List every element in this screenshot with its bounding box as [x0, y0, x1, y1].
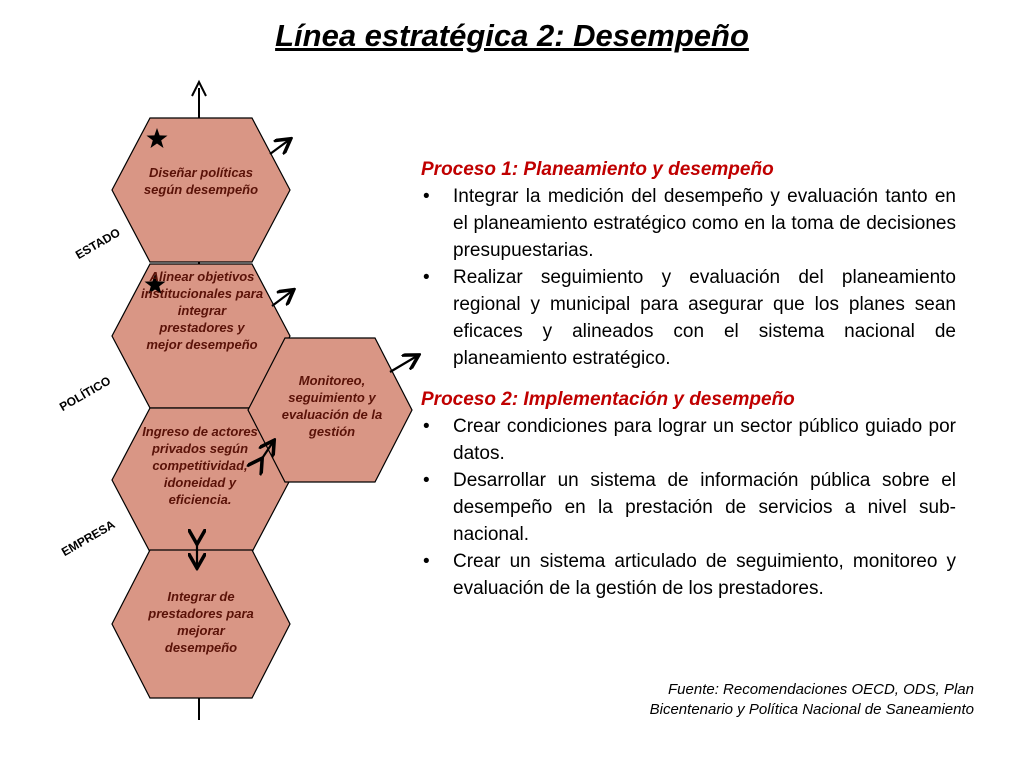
- bullet-icon: •: [423, 416, 430, 437]
- source-line-1: Fuente: Recomendaciones OECD, ODS, Plan: [668, 681, 974, 698]
- hexagon-label-disenar: Diseñar políticas según desempeño: [143, 165, 259, 197]
- source-note: [650, 680, 974, 720]
- arrow-icon: [272, 291, 292, 306]
- side-label-politico: POLÍTICO: [57, 373, 114, 414]
- hexagon-label-integrar: Integrar de prestadores para mejorar desempeño: [148, 589, 254, 655]
- list-item-text: Crear un sistema articulado de seguimiento, monitoreo y evaluación de la gestión de los prestadores.: [453, 551, 956, 599]
- hexagon-label-monitoreo: Monitoreo, seguimiento y evaluación de la gestión: [281, 373, 383, 439]
- list-item: [421, 467, 956, 548]
- bullet-icon: •: [423, 186, 430, 207]
- list-item: [421, 548, 956, 602]
- hexagon-label-ingreso: Ingreso de actores privados según competitividad, idoneidad y eficiencia.: [142, 424, 258, 507]
- page-title: Línea estratégica 2: Desempeño: [275, 18, 749, 53]
- side-label-empresa: EMPRESA: [59, 517, 118, 559]
- list-item: [421, 413, 956, 467]
- process1-title: Proceso 1: Planeamiento y desempeño: [421, 159, 774, 180]
- list-item-text: Realizar seguimiento y evaluación del planeamiento regional y municipal para asegurar que los planes sean eficaces y alineados con el sistema nacional de planeamiento estratégico.: [453, 267, 956, 369]
- source-line-2: Bicentenario y Política Nacional de Saneamiento: [649, 701, 974, 718]
- hexagon-label-alinear: Alinear objetivos institucionales para integrar prestadores y mejor desempeño: [140, 269, 264, 352]
- process2-list: [421, 413, 956, 602]
- process2-title: Proceso 2: Implementación y desempeño: [421, 389, 795, 410]
- process1-list: [421, 183, 956, 372]
- list-item-text: Desarrollar un sistema de información pública sobre el desempeño en la prestación de servicios a nivel sub-nacional.: [453, 470, 956, 545]
- list-item: [421, 183, 956, 264]
- bullet-icon: •: [423, 470, 430, 491]
- arrow-icon: [390, 356, 417, 372]
- bullet-icon: •: [423, 551, 430, 572]
- bullet-icon: •: [423, 267, 430, 288]
- list-item: [421, 264, 956, 372]
- process-panel: [421, 156, 956, 602]
- list-item-text: Crear condiciones para lograr un sector público guiado por datos.: [453, 416, 956, 464]
- arrow-icon: [270, 140, 289, 154]
- list-item-text: Integrar la medición del desempeño y evaluación tanto en el planeamiento estratégico como en la toma de decisiones presupuestarias.: [453, 186, 956, 261]
- side-label-estado: ESTADO: [73, 225, 123, 262]
